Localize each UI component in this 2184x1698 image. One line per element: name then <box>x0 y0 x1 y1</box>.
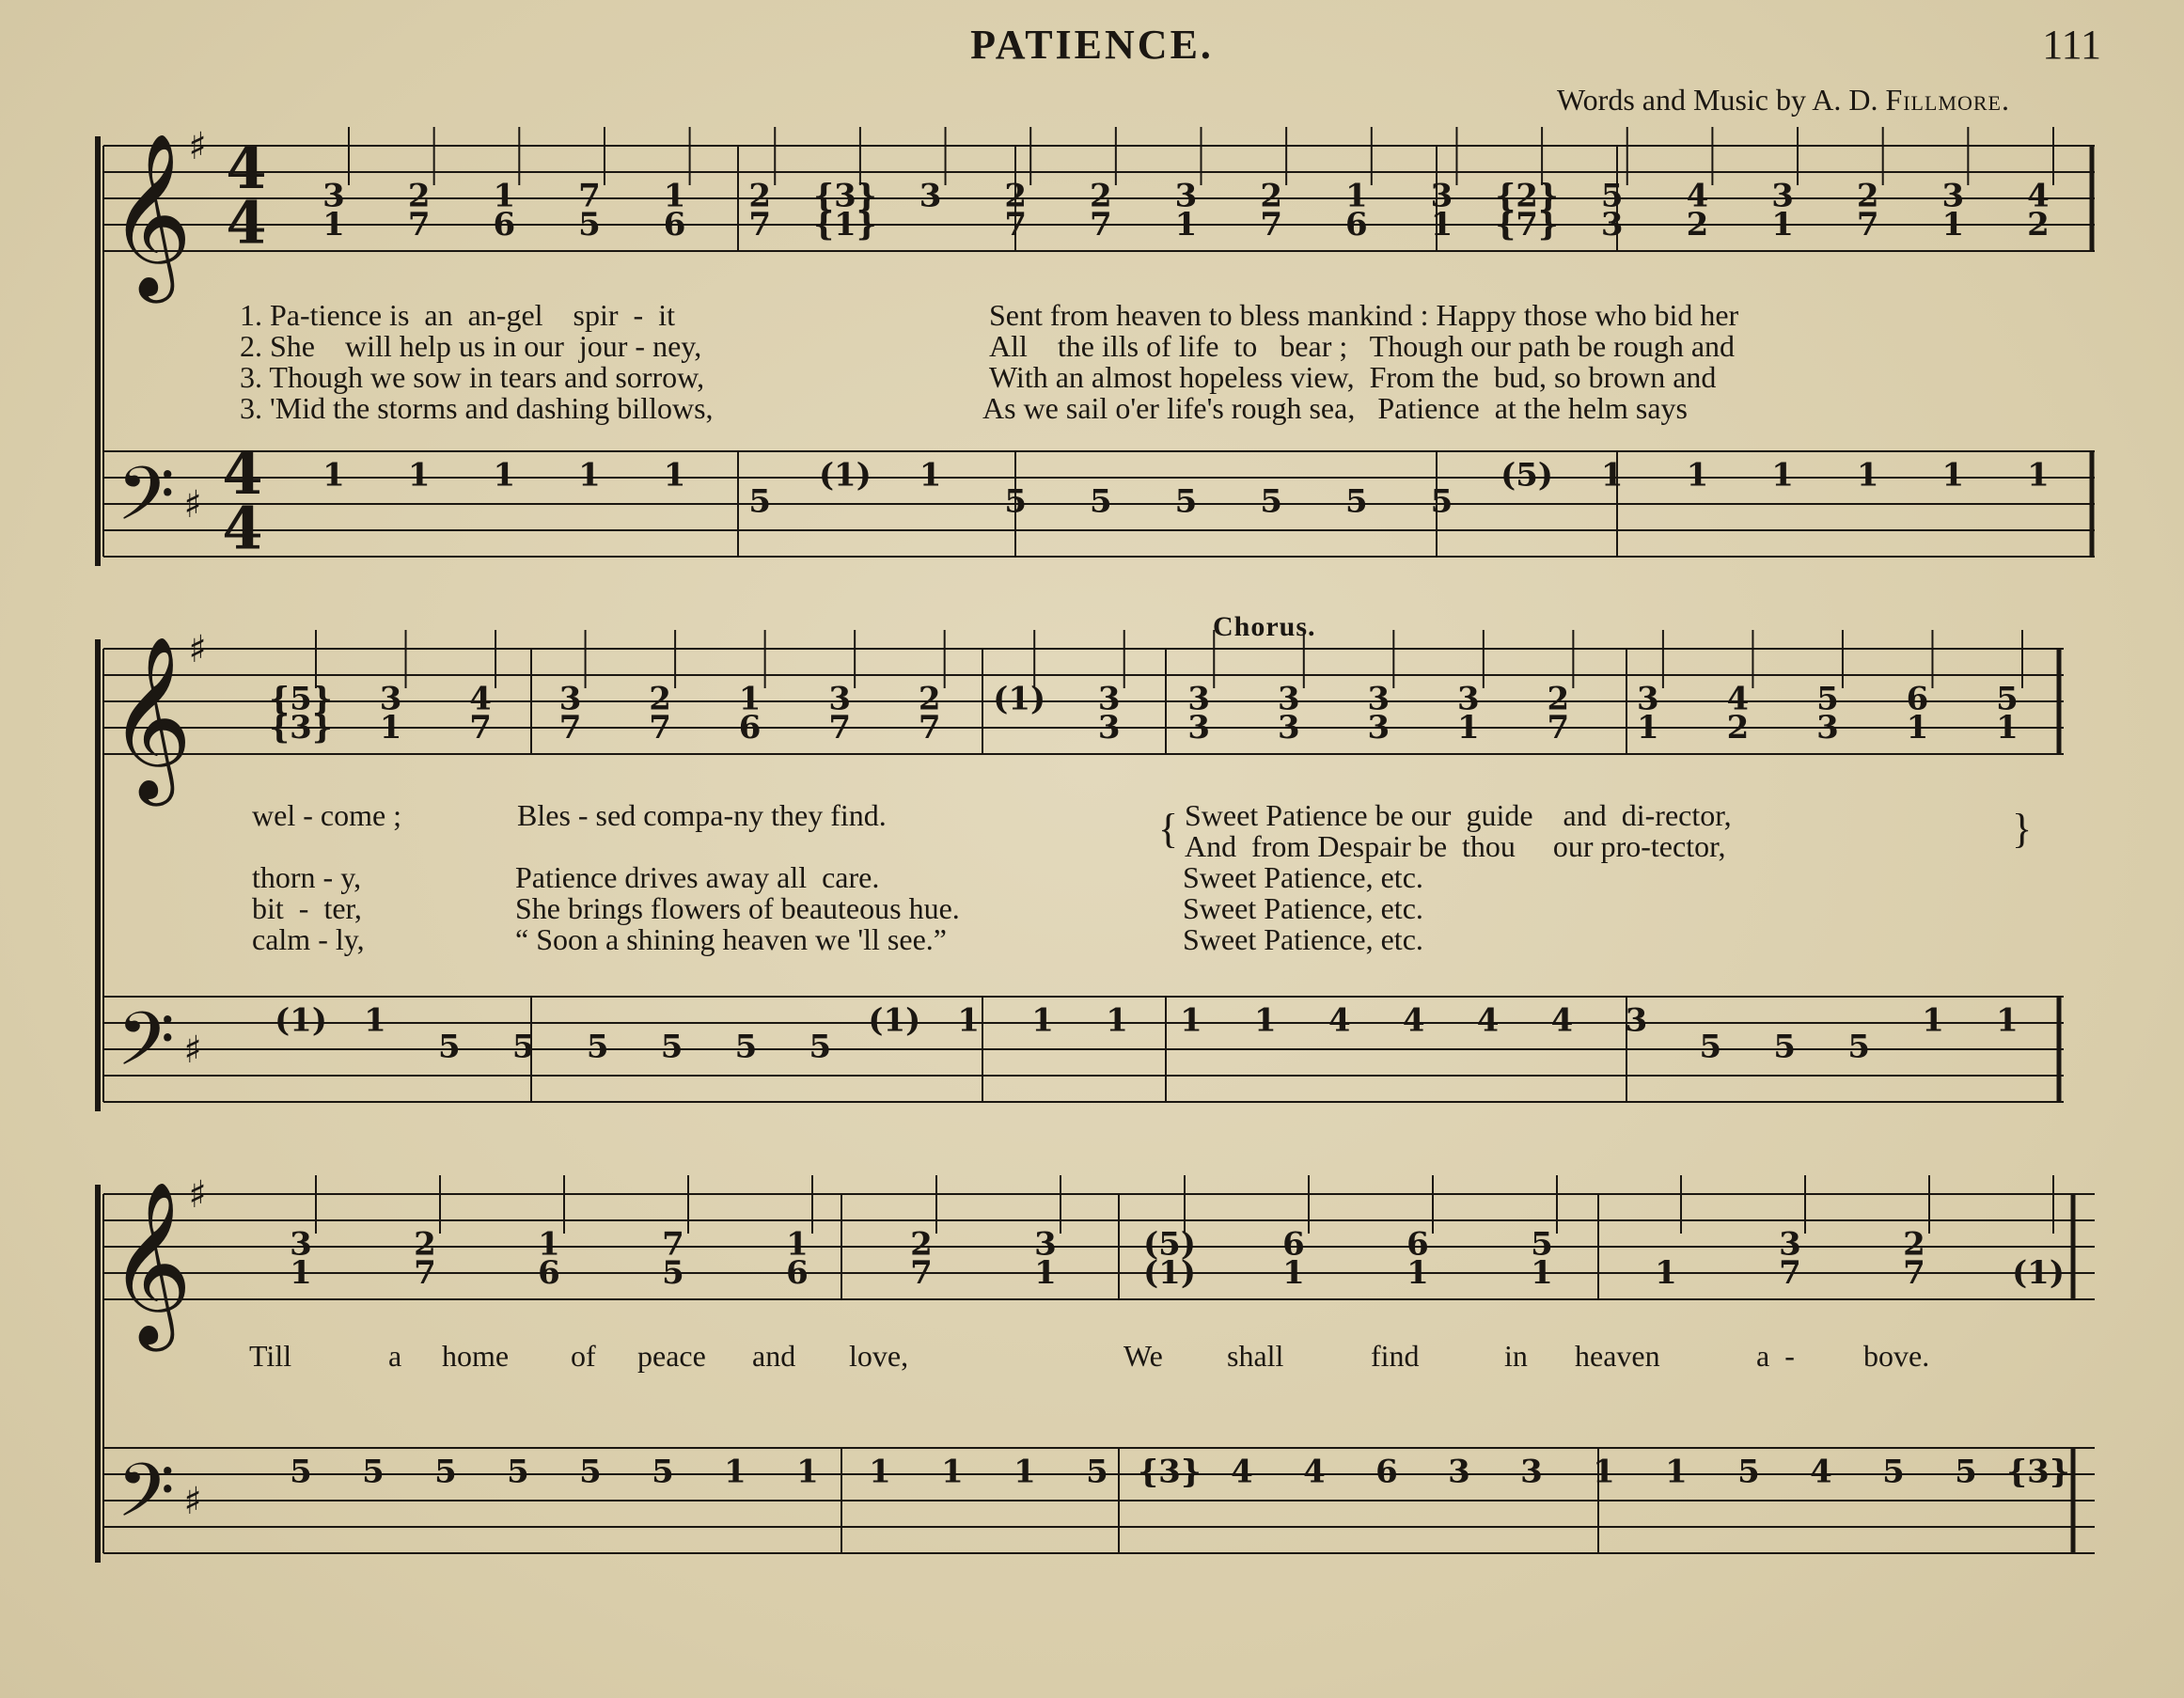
treble-note <box>739 630 765 747</box>
verse-2-part-b: All the ills of life to bear ; Though our path be rough and <box>989 329 1736 363</box>
bass-note-number: 5 <box>1773 1028 1797 1066</box>
note-number-upper: 5 <box>1816 680 1839 718</box>
verse-1-end-b: Bles - sed compa-ny they find. <box>517 798 887 832</box>
bass-note-number: 5 <box>1174 482 1198 521</box>
note-number-upper: 3 <box>1430 177 1453 215</box>
bass-note-number: 1 <box>1856 456 1879 495</box>
bass-note-number: 1 <box>493 456 516 495</box>
chorus-etc-4: Sweet Patience, etc. <box>1183 922 1423 956</box>
note-number-lower: 1 <box>1457 709 1480 747</box>
verse-2-end-a: thorn - y, <box>252 860 362 894</box>
bass-note-number: 5 <box>1955 1453 1977 1491</box>
treble-note <box>290 1175 316 1292</box>
note-number-lower: 1 <box>379 709 402 747</box>
time-signature-bottom: 4 <box>222 494 263 563</box>
note-number-upper: 2 <box>1547 680 1570 718</box>
note-number-upper: 3 <box>1771 177 1794 215</box>
bass-note-number: 1 <box>1771 456 1794 495</box>
treble-note <box>2027 127 2053 244</box>
verse-3-part-b: With an almost hopeless view, From the bud, so brown and <box>989 360 1717 394</box>
chorus-line-1: Sweet Patience be our guide and di-rector, <box>1185 798 1732 832</box>
time-signature-bottom: 4 <box>226 188 267 258</box>
treble-note <box>664 127 690 244</box>
final-lyric-6: love, <box>849 1339 909 1373</box>
note-number-lower: 2 <box>1726 709 1750 747</box>
final-lyric-7: We <box>1123 1339 1163 1373</box>
treble-note <box>813 127 876 244</box>
bass-note-number: 5 <box>437 1028 461 1066</box>
note-number-upper: 6 <box>1406 1225 1429 1264</box>
treble-note <box>559 630 586 747</box>
bass-clef-icon: 𝄢 <box>117 450 175 556</box>
bass-note-number: 3 <box>1448 1453 1470 1491</box>
bass-note-number: (1) <box>818 456 872 495</box>
note-number-lower: 1 <box>290 1254 312 1293</box>
final-lyric-0: Till <box>249 1339 292 1373</box>
note-number-upper: {5} <box>269 680 333 718</box>
note-number-upper: (5) <box>1143 1225 1196 1264</box>
note-number-upper: 4 <box>1686 177 1709 215</box>
bass-note-number: 5 <box>507 1453 529 1491</box>
bass-note-number: 1 <box>407 456 431 495</box>
note-number-upper: 1 <box>786 1225 809 1264</box>
bass-note-number: 5 <box>1737 1453 1760 1491</box>
note-number-upper: 5 <box>1531 1225 1553 1264</box>
note-number-lower: (1) <box>1143 1254 1196 1293</box>
treble-note <box>408 127 434 244</box>
bass-note-number: 5 <box>1344 482 1368 521</box>
bass-note-number: 5 <box>809 1028 832 1066</box>
bass-note-number: 5 <box>1699 1028 1722 1066</box>
bass-note-number: 5 <box>434 1453 457 1491</box>
note-number-lower: 1 <box>1531 1254 1553 1293</box>
note-number-upper: 1 <box>493 177 516 215</box>
verse-1-part-b: Sent from heaven to bless mankind : Happy those who bid her <box>989 298 1739 332</box>
bass-note-number: 1 <box>796 1453 819 1491</box>
note-number-upper: 1 <box>663 177 686 215</box>
treble-note <box>1034 1175 1061 1292</box>
note-number-lower: 7 <box>558 709 582 747</box>
note-number-upper: 3 <box>322 177 345 215</box>
treble-clef-icon: 𝄞 <box>108 133 193 296</box>
bass-clef-icon: 𝄢 <box>117 1447 175 1552</box>
bass-note-number: 5 <box>652 1453 674 1491</box>
note-number-lower: 7 <box>1856 206 1879 244</box>
verse-4-end-a: calm - ly, <box>252 922 365 956</box>
treble-note <box>1996 630 2022 747</box>
note-number-lower: 1 <box>1655 1254 1677 1293</box>
verse-4-part-a: 3. 'Mid the storms and dashing billows, <box>240 391 714 425</box>
note-number-upper: 7 <box>662 1225 684 1264</box>
note-number-lower: 3 <box>1600 206 1624 244</box>
note-number-lower: 2 <box>1686 206 1709 244</box>
note-number-lower: 7 <box>910 1254 933 1293</box>
note-number-lower: 1 <box>1174 206 1198 244</box>
note-number-lower: {3} <box>269 709 333 747</box>
bass-note-number: 1 <box>2027 456 2050 495</box>
note-number-lower: 1 <box>322 206 345 244</box>
note-number-upper: 2 <box>1856 177 1879 215</box>
bass-note-number: 5 <box>362 1453 385 1491</box>
treble-note <box>1531 1175 1557 1292</box>
treble-note <box>1098 630 1124 747</box>
bass-note-number: 4 <box>1231 1453 1253 1491</box>
bass-note-number: 5 <box>1430 482 1453 521</box>
chorus-line-2: And from Despair be thou our pro-tector, <box>1185 829 1726 863</box>
note-number-lower: 3 <box>1277 709 1300 747</box>
treble-note <box>1143 1175 1196 1292</box>
bass-note-number: 5 <box>1090 482 1112 521</box>
verse-3-end-b: She brings flowers of beauteous hue. <box>515 891 960 925</box>
bass-note-number: {3} <box>1138 1453 1202 1491</box>
time-signature-top: 4 <box>222 438 263 508</box>
note-number-lower: 1 <box>1430 206 1453 244</box>
treble-note <box>1278 630 1304 747</box>
bass-note-number: 5 <box>1004 482 1028 521</box>
note-number-lower: 6 <box>663 206 686 244</box>
note-number-upper: 2 <box>748 177 772 215</box>
note-number-upper: 3 <box>1187 680 1211 718</box>
bass-note-number: 1 <box>869 1453 891 1491</box>
verse-1-part-a: 1. Pa-tience is an an-gel spir - it <box>240 298 675 332</box>
treble-note <box>322 127 349 244</box>
bass-note-number: 4 <box>1303 1453 1326 1491</box>
note-number-upper: 1 <box>538 1225 560 1264</box>
treble-note <box>919 127 946 214</box>
note-number-lower: 7 <box>748 206 772 244</box>
note-number-upper: 1 <box>1344 177 1368 215</box>
treble-note <box>1406 1175 1433 1292</box>
bass-note-number: 4 <box>1328 1001 1351 1040</box>
bass-note-number: 5 <box>660 1028 683 1066</box>
note-number-upper: 3 <box>558 680 582 718</box>
treble-note <box>919 630 945 747</box>
bass-note-number: 4 <box>1402 1001 1425 1040</box>
verse-4-part-b: As we sail o'er life's rough sea, Patience at the helm says <box>982 391 1688 425</box>
bass-note-number: (1) <box>868 1001 921 1040</box>
note-number-lower: 6 <box>538 1254 560 1293</box>
final-lyric-13: bove. <box>1863 1339 1930 1373</box>
note-number-upper: 2 <box>1090 177 1112 215</box>
note-number-upper: 2 <box>1260 177 1282 215</box>
verse-2-end-b: Patience drives away all care. <box>515 860 880 894</box>
verse-4-end-b: “ Soon a shining heaven we 'll see.” <box>515 922 947 956</box>
note-number-upper: 3 <box>1637 680 1659 718</box>
bass-note-number: 1 <box>578 456 601 495</box>
chorus-brace-left: { <box>1158 806 1179 852</box>
treble-note <box>748 127 775 244</box>
final-lyric-10: in <box>1504 1339 1528 1373</box>
final-lyric-4: peace <box>637 1339 706 1373</box>
treble-note <box>828 630 855 747</box>
bass-note-number: 1 <box>1941 456 1965 495</box>
bass-note-number: 5 <box>734 1028 758 1066</box>
note-number-upper: 3 <box>919 177 942 215</box>
note-number-upper: 3 <box>1457 680 1480 718</box>
treble-note <box>993 630 1045 717</box>
treble-note <box>1942 127 1969 244</box>
bass-note-number: 1 <box>364 1001 386 1040</box>
treble-note <box>1687 127 1713 244</box>
note-number-lower: 7 <box>1547 709 1570 747</box>
chorus-brace-right: } <box>2012 806 2033 852</box>
bass-note-number: 1 <box>1254 1001 1277 1040</box>
verse-1-end-a: wel - come ; <box>252 798 402 832</box>
note-number-lower: 7 <box>407 206 431 244</box>
verse-3-part-a: 3. Though we sow in tears and sorrow, <box>240 360 705 394</box>
note-number-lower: 6 <box>1344 206 1368 244</box>
treble-note <box>2012 1175 2065 1292</box>
final-lyric-1: a <box>388 1339 402 1373</box>
note-number-lower: 1 <box>1941 206 1965 244</box>
composer-name: Fillmore. <box>1885 83 2010 117</box>
final-lyric-9: find <box>1371 1339 1420 1373</box>
final-lyric-2: home <box>442 1339 510 1373</box>
note-number-upper: 5 <box>1600 177 1624 215</box>
bass-note-number: (1) <box>275 1001 327 1040</box>
bass-note-number: 1 <box>1686 456 1709 495</box>
note-number-lower: 7 <box>649 709 671 747</box>
treble-note <box>1779 1175 1805 1292</box>
chorus-label: Chorus. <box>1213 611 1316 642</box>
treble-note <box>786 1175 812 1292</box>
treble-note <box>578 127 605 244</box>
note-number-lower: (1) <box>2012 1254 2065 1293</box>
note-number-lower: {1} <box>813 206 877 244</box>
note-number-upper: (1) <box>993 680 1046 718</box>
treble-note <box>1260 127 1286 244</box>
treble-note <box>1816 630 1843 747</box>
page-number: 111 <box>2042 22 2101 68</box>
bass-note-number: 4 <box>1810 1453 1832 1491</box>
bass-note-number: 4 <box>1476 1001 1500 1040</box>
bass-note-number: 5 <box>290 1453 312 1491</box>
note-number-lower: 7 <box>1260 206 1282 244</box>
treble-note <box>1548 630 1574 747</box>
final-lyric-12: a - <box>1756 1339 1795 1373</box>
note-number-lower: 1 <box>1996 709 2019 747</box>
treble-note <box>1655 1175 1681 1292</box>
bass-note-number: 5 <box>1882 1453 1905 1491</box>
note-number-upper: {3} <box>813 177 877 215</box>
bass-note-number: 1 <box>1922 1001 1944 1040</box>
key-sharp-icon: ♯ <box>183 1480 202 1523</box>
bass-note-number: 5 <box>1847 1028 1871 1066</box>
note-number-lower: 6 <box>786 1254 809 1293</box>
bass-note-number: 1 <box>1593 1453 1615 1491</box>
key-sharp-icon: ♯ <box>183 483 202 527</box>
bass-note-number: {3} <box>2006 1453 2070 1491</box>
treble-clef-icon: 𝄞 <box>108 636 193 799</box>
note-number-upper: 3 <box>290 1225 312 1264</box>
note-number-lower: 7 <box>1090 206 1112 244</box>
note-number-upper: 4 <box>469 680 492 718</box>
note-number-upper: 1 <box>738 680 762 718</box>
key-sharp-icon: ♯ <box>188 1173 207 1217</box>
note-number-upper: 2 <box>1004 177 1028 215</box>
bass-note-number: 1 <box>322 456 345 495</box>
treble-note <box>1727 630 1753 747</box>
bass-note-number: 1 <box>1600 456 1624 495</box>
bass-note-number: 6 <box>1375 1453 1398 1491</box>
treble-note <box>1495 127 1558 244</box>
final-lyric-5: and <box>752 1339 796 1373</box>
bass-note-number: 4 <box>1550 1001 1574 1040</box>
treble-note <box>1175 127 1202 244</box>
note-number-lower: 1 <box>1637 709 1659 747</box>
bass-note-number: 1 <box>1996 1001 2019 1040</box>
treble-note <box>910 1175 936 1292</box>
bass-note-number: 3 <box>1625 1001 1648 1040</box>
treble-note <box>1345 127 1372 244</box>
note-number-lower: 7 <box>828 709 851 747</box>
bass-note-number: (5) <box>1501 456 1554 495</box>
bass-note-number: 1 <box>957 1001 981 1040</box>
treble-note <box>414 1175 440 1292</box>
note-number-lower: {7} <box>1495 206 1559 244</box>
note-number-lower: 7 <box>414 1254 436 1293</box>
treble-note <box>1907 630 1933 747</box>
bass-clef-icon: 𝄢 <box>117 996 175 1101</box>
bass-note-number: 1 <box>724 1453 746 1491</box>
note-number-upper: 3 <box>1034 1225 1057 1264</box>
note-number-upper: 2 <box>407 177 431 215</box>
verse-2-part-a: 2. She will help us in our jour - ney, <box>240 329 702 363</box>
bass-note-number: 1 <box>1106 1001 1128 1040</box>
bass-note-number: 1 <box>941 1453 964 1491</box>
treble-note <box>1903 1175 1929 1292</box>
note-number-upper: {2} <box>1495 177 1559 215</box>
treble-note <box>1187 630 1214 747</box>
note-number-lower: 5 <box>578 206 601 244</box>
system-2-bass-staff <box>103 997 2064 1102</box>
chorus-etc-2: Sweet Patience, etc. <box>1183 860 1423 894</box>
treble-note <box>1457 630 1484 747</box>
bass-note-number: 5 <box>579 1453 602 1491</box>
note-number-upper: 2 <box>1903 1225 1925 1264</box>
bass-note-number: 5 <box>586 1028 609 1066</box>
key-sharp-icon: ♯ <box>188 628 207 671</box>
note-number-lower: 1 <box>1406 1254 1429 1293</box>
treble-note <box>1637 630 1663 747</box>
note-number-upper: 4 <box>2027 177 2050 215</box>
note-number-lower: 1 <box>1034 1254 1057 1293</box>
note-number-lower: 6 <box>493 206 516 244</box>
time-signature-top: 4 <box>226 133 267 202</box>
note-number-upper: 2 <box>910 1225 933 1264</box>
note-number-lower: 3 <box>1816 709 1839 747</box>
treble-note <box>538 1175 564 1292</box>
bass-note-number: 1 <box>919 456 942 495</box>
note-number-lower: 3 <box>1097 709 1121 747</box>
treble-note <box>662 1175 688 1292</box>
note-number-upper: 3 <box>1097 680 1121 718</box>
note-number-lower: 1 <box>1771 206 1794 244</box>
treble-note <box>1367 630 1393 747</box>
note-number-lower: 3 <box>1187 709 1211 747</box>
bass-note-number: 5 <box>1260 482 1282 521</box>
treble-note <box>649 630 675 747</box>
treble-note <box>1282 1175 1309 1292</box>
note-number-lower: 1 <box>1282 1254 1305 1293</box>
note-number-lower: 1 <box>1906 709 1929 747</box>
note-number-upper: 2 <box>918 680 941 718</box>
note-number-upper: 3 <box>1174 177 1198 215</box>
note-number-upper: 7 <box>578 177 601 215</box>
chorus-etc-3: Sweet Patience, etc. <box>1183 891 1423 925</box>
note-number-lower: 7 <box>1903 1254 1925 1293</box>
final-lyric-8: shall <box>1227 1339 1284 1373</box>
note-number-lower: 7 <box>469 709 492 747</box>
song-title: PATIENCE. <box>970 22 1214 68</box>
bass-note-number: 5 <box>748 482 772 521</box>
note-number-upper: 6 <box>1906 680 1929 718</box>
treble-note <box>493 127 519 244</box>
note-number-upper: 3 <box>1941 177 1965 215</box>
treble-note <box>1857 127 1883 244</box>
note-number-upper: 2 <box>649 680 671 718</box>
bass-note-number: 1 <box>1031 1001 1054 1040</box>
final-lyric-11: heaven <box>1575 1339 1660 1373</box>
note-number-upper: 3 <box>1367 680 1391 718</box>
final-lyric-3: of <box>571 1339 596 1373</box>
note-number-upper: 3 <box>1779 1225 1801 1264</box>
bass-note-number: 1 <box>663 456 686 495</box>
note-number-upper: 3 <box>1277 680 1300 718</box>
bass-note-number: 1 <box>1180 1001 1202 1040</box>
treble-note <box>269 630 332 747</box>
bass-note-number: 1 <box>1665 1453 1688 1491</box>
note-number-upper: 3 <box>828 680 851 718</box>
treble-clef-icon: 𝄞 <box>108 1181 193 1344</box>
note-number-lower: 3 <box>1367 709 1391 747</box>
note-number-lower: 5 <box>662 1254 684 1293</box>
key-sharp-icon: ♯ <box>183 1029 202 1072</box>
note-number-upper: 6 <box>1282 1225 1305 1264</box>
bass-note-number: 1 <box>1013 1453 1036 1491</box>
note-number-upper: 4 <box>1726 680 1750 718</box>
treble-note <box>469 630 495 747</box>
note-number-upper: 3 <box>379 680 402 718</box>
bass-note-number: 5 <box>1086 1453 1108 1491</box>
note-number-upper: 5 <box>1996 680 2019 718</box>
note-number-lower: 7 <box>1779 1254 1801 1293</box>
note-number-lower: 7 <box>1004 206 1028 244</box>
bass-note-number: 3 <box>1520 1453 1543 1491</box>
key-sharp-icon: ♯ <box>188 125 207 168</box>
treble-note <box>1771 127 1798 244</box>
credit-prefix: Words and Music by A. D. <box>1557 83 1878 117</box>
treble-note <box>1601 127 1627 244</box>
treble-note <box>1431 127 1457 244</box>
note-number-lower: 2 <box>2027 206 2050 244</box>
note-number-lower: 6 <box>738 709 762 747</box>
treble-note <box>1090 127 1116 244</box>
bass-note-number: 5 <box>511 1028 535 1066</box>
verse-3-end-a: bit - ter, <box>252 891 362 925</box>
treble-note <box>380 630 406 747</box>
note-number-upper: 2 <box>414 1225 436 1264</box>
treble-note <box>1004 127 1030 244</box>
note-number-lower: 7 <box>918 709 941 747</box>
